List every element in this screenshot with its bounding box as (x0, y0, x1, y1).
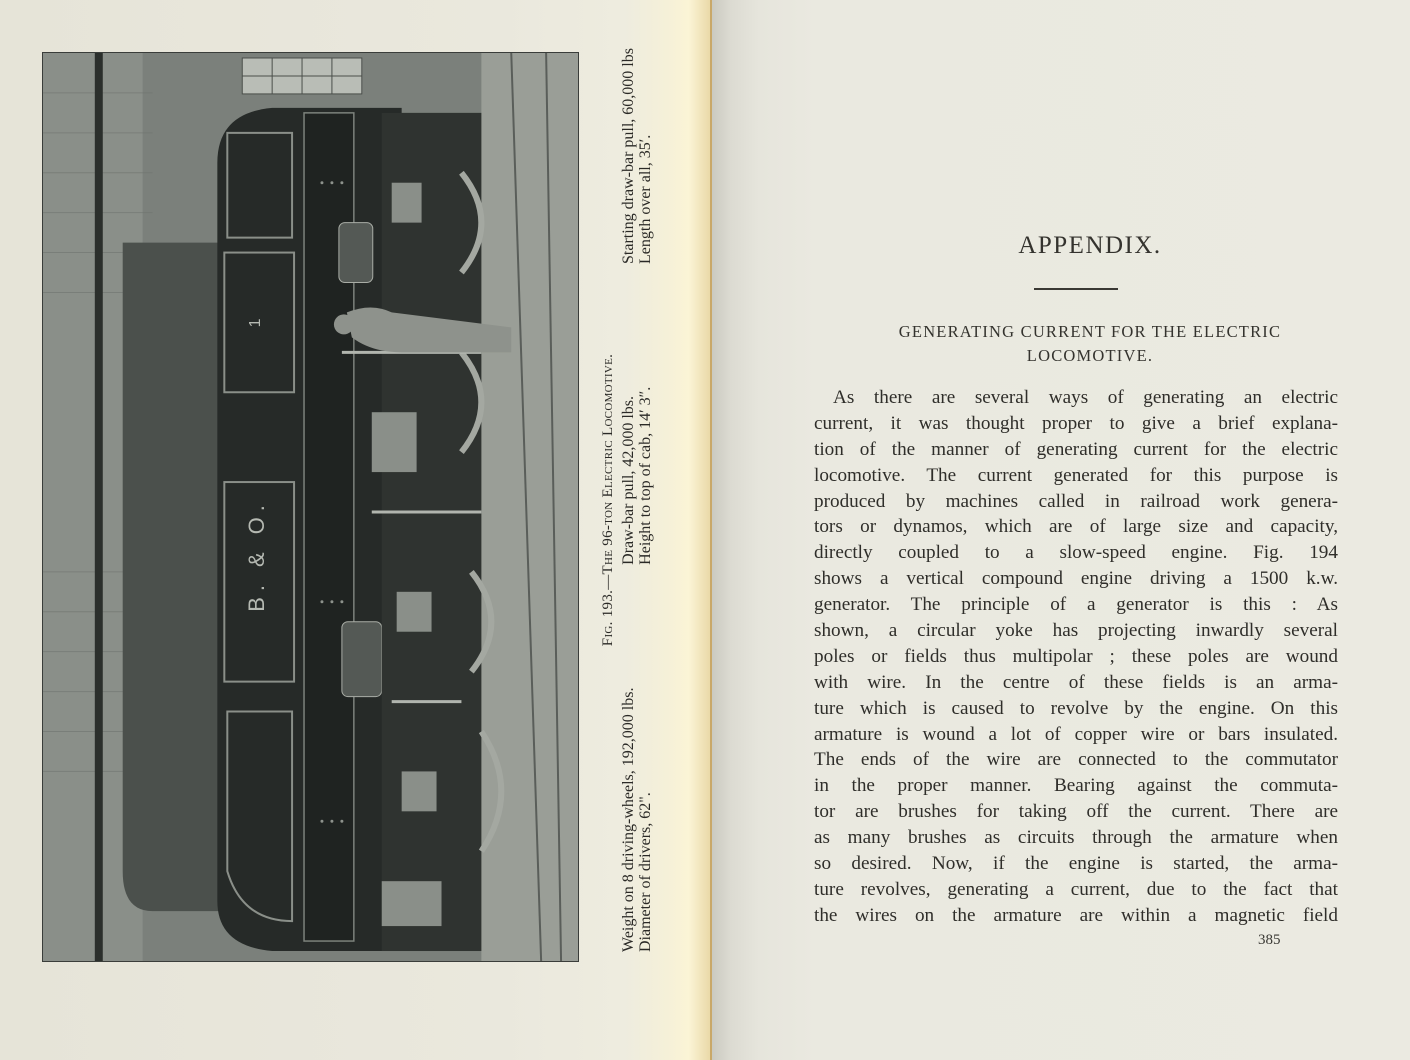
locomotive-photograph (42, 52, 579, 962)
figure-title: 96-ton Electric Locomotive. (600, 353, 616, 546)
text-line: with wire. In the centre of these fields is an arma- (814, 671, 1338, 693)
text-line: ture which is caused to revolve by the engine. On this (814, 697, 1338, 719)
book-gutter (710, 0, 712, 1060)
text-line: shows a vertical compound engine driving a 1500 k.w. (814, 568, 1338, 590)
text-line: as many brushes as circuits through the armature when (814, 827, 1338, 849)
caption-column-starting: Starting draw-bar pull, 60,000 lbs Length over all, 35′. (620, 48, 654, 264)
text-line: tors or dynamos, which are of large size and capacity, (814, 516, 1338, 538)
text-line: The ends of the wire are connected to the commutator (814, 749, 1338, 771)
body-paragraph (814, 385, 1338, 929)
text-line: so desired. Now, if the engine is started, the arma- (814, 853, 1338, 875)
cab-number: 1 (247, 318, 265, 328)
text-line: armature is wound a lot of copper wire or bars insulated. (814, 723, 1338, 745)
figure-label: Fig. 193. (600, 589, 616, 647)
text-line: tion of the manner of generating current for the electric (814, 438, 1338, 460)
text-line: in the proper manner. Bearing against the commuta- (814, 775, 1338, 797)
text-line: produced by machines called in railroad work genera- (814, 490, 1338, 512)
caption-title: Fig. 193.—The 96-ton Electric Locomotive. (600, 353, 616, 647)
railroad-lettering: B. & O. (244, 499, 270, 612)
text-line: tor are brushes for taking off the current. There are (814, 801, 1338, 823)
text-line: As there are several ways of generating an electric (833, 387, 1338, 408)
heading-rule (1034, 288, 1118, 290)
text-line: the wires on the armature are within a magnetic field (814, 904, 1338, 926)
figure-caption (600, 40, 660, 960)
text-line: generator. The principle of a generator is this : As (814, 594, 1338, 616)
text-line: current, it was thought proper to give a brief explana- (814, 412, 1338, 434)
text-line: directly coupled to a slow-speed engine. Fig. 194 (814, 542, 1338, 564)
page-number: 385 (1258, 932, 1281, 948)
section-subheading: GENERATING CURRENT FOR THE ELECTRIC LOCOMOTIVE. (898, 322, 1282, 365)
caption-column-weight: Weight on 8 driving-wheels, 192,000 lbs. Diameter of drivers, 62". (620, 687, 654, 952)
locomotive-illustration (43, 53, 578, 961)
caption-column-drawbar: Draw-bar pull, 42,000 lbs. Height to top of cab, 14′ 3″. (620, 386, 654, 565)
text-line: locomotive. The current generated for this purpose is (814, 464, 1338, 486)
chapter-heading: APPENDIX. (1018, 232, 1162, 259)
text-line: shown, a circular yoke has projecting inwardly several (814, 620, 1338, 642)
text-line: ture revolves, generating a current, due to the fact that (814, 878, 1338, 900)
text-line: poles or fields thus multipolar ; these poles are wound (814, 645, 1338, 667)
